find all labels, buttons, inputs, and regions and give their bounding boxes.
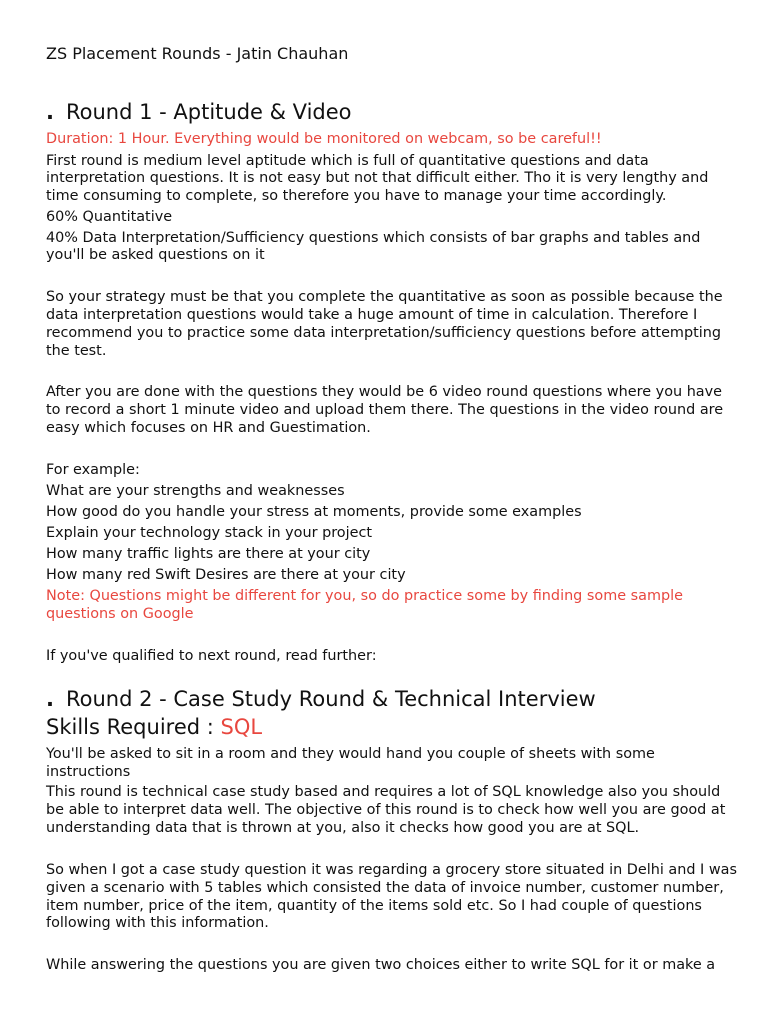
round1-strategy-line: the test.	[46, 343, 107, 359]
round2-case-line: given a scenario with 5 tables which consisted the data of invoice number, customer number,	[46, 880, 724, 896]
document-title: ZS Placement Rounds - Jatin Chauhan	[46, 44, 349, 63]
round2-case-line: So when I got a case study question it was regarding a grocery store situated in Delhi and I was	[46, 862, 737, 878]
example-intro: For example:	[46, 462, 140, 478]
round1-intro-line: interpretation questions. It is not easy but not that difficult either. Tho it is very lengthy and	[46, 170, 709, 186]
round2-answer-line: While answering the questions you are given two choices either to write SQL for it or make a	[46, 957, 716, 973]
round1-duration: Duration: 1 Hour. Everything would be monitored on webcam, so be careful!!	[46, 131, 602, 147]
example-question: Explain your technology stack in your project	[46, 525, 373, 541]
example-question: How many red Swift Desires are there at your city	[46, 567, 406, 583]
skills-required	[46, 715, 262, 739]
example-question: How many traffic lights are there at your city	[46, 546, 371, 562]
round2-sheets-line: You'll be asked to sit in a room and they would hand you couple of sheets with some	[46, 746, 655, 762]
round1-video-line: After you are done with the questions they would be 6 video round questions where you have	[46, 384, 723, 400]
round1-video-line: to record a short 1 minute video and upload them there. The questions in the video round are	[46, 402, 724, 418]
qualified-text: If you've qualified to next round, read further:	[46, 648, 377, 664]
round1-di-line: 40% Data Interpretation/Sufficiency questions which consists of bar graphs and tables and	[46, 230, 701, 246]
example-question: How good do you handle your stress at moments, provide some examples	[46, 504, 582, 520]
round1-strategy-line: recommend you to practice some data interpretation/sufficiency questions before attempting	[46, 325, 721, 341]
round2-sheets-line: instructions	[46, 764, 131, 780]
round1-strategy-line: data interpretation questions would take a huge amount of time in calculation. Therefore I	[46, 307, 698, 323]
skills-value: SQL	[220, 715, 263, 739]
bullet-dot: .	[46, 100, 54, 124]
round1-intro-line: First round is medium level aptitude which is full of quantitative questions and data	[46, 153, 649, 169]
round1-di-line: you'll be asked questions on it	[46, 247, 265, 263]
round1-strategy-line: So your strategy must be that you complete the quantitative as soon as possible because the	[46, 289, 723, 305]
round1-video-line: easy which focuses on HR and Guestimation.	[46, 420, 371, 436]
round2-technical-line: This round is technical case study based and requires a lot of SQL knowledge also you should	[46, 784, 721, 800]
round2-case-line: following with this information.	[46, 915, 269, 931]
round1-intro-line: time consuming to complete, so therefore you have to manage your time accordingly.	[46, 188, 667, 204]
skills-label: Skills Required :	[46, 715, 221, 739]
round1-heading	[46, 100, 352, 124]
round2-heading-text: Round 2 - Case Study Round & Technical Interview	[65, 687, 596, 711]
example-question: What are your strengths and weaknesses	[46, 483, 345, 499]
round1-note-line: questions on Google	[46, 606, 194, 622]
bullet-dot: .	[46, 687, 54, 711]
round2-technical-line: understanding data that is thrown at you, also it checks how good you are at SQL.	[46, 820, 640, 836]
round1-note-line: Note: Questions might be different for you, so do practice some by finding some sample	[46, 588, 683, 604]
round1-heading-text: Round 1 - Aptitude & Video	[65, 100, 352, 124]
round2-heading	[46, 687, 596, 711]
round2-technical-line: be able to interpret data well. The objective of this round is to check how well you are good at	[46, 802, 726, 818]
round1-quant: 60% Quantitative	[46, 209, 173, 225]
round2-case-line: item number, price of the item, quantity of the items sold etc. So I had couple of questions	[46, 898, 702, 914]
